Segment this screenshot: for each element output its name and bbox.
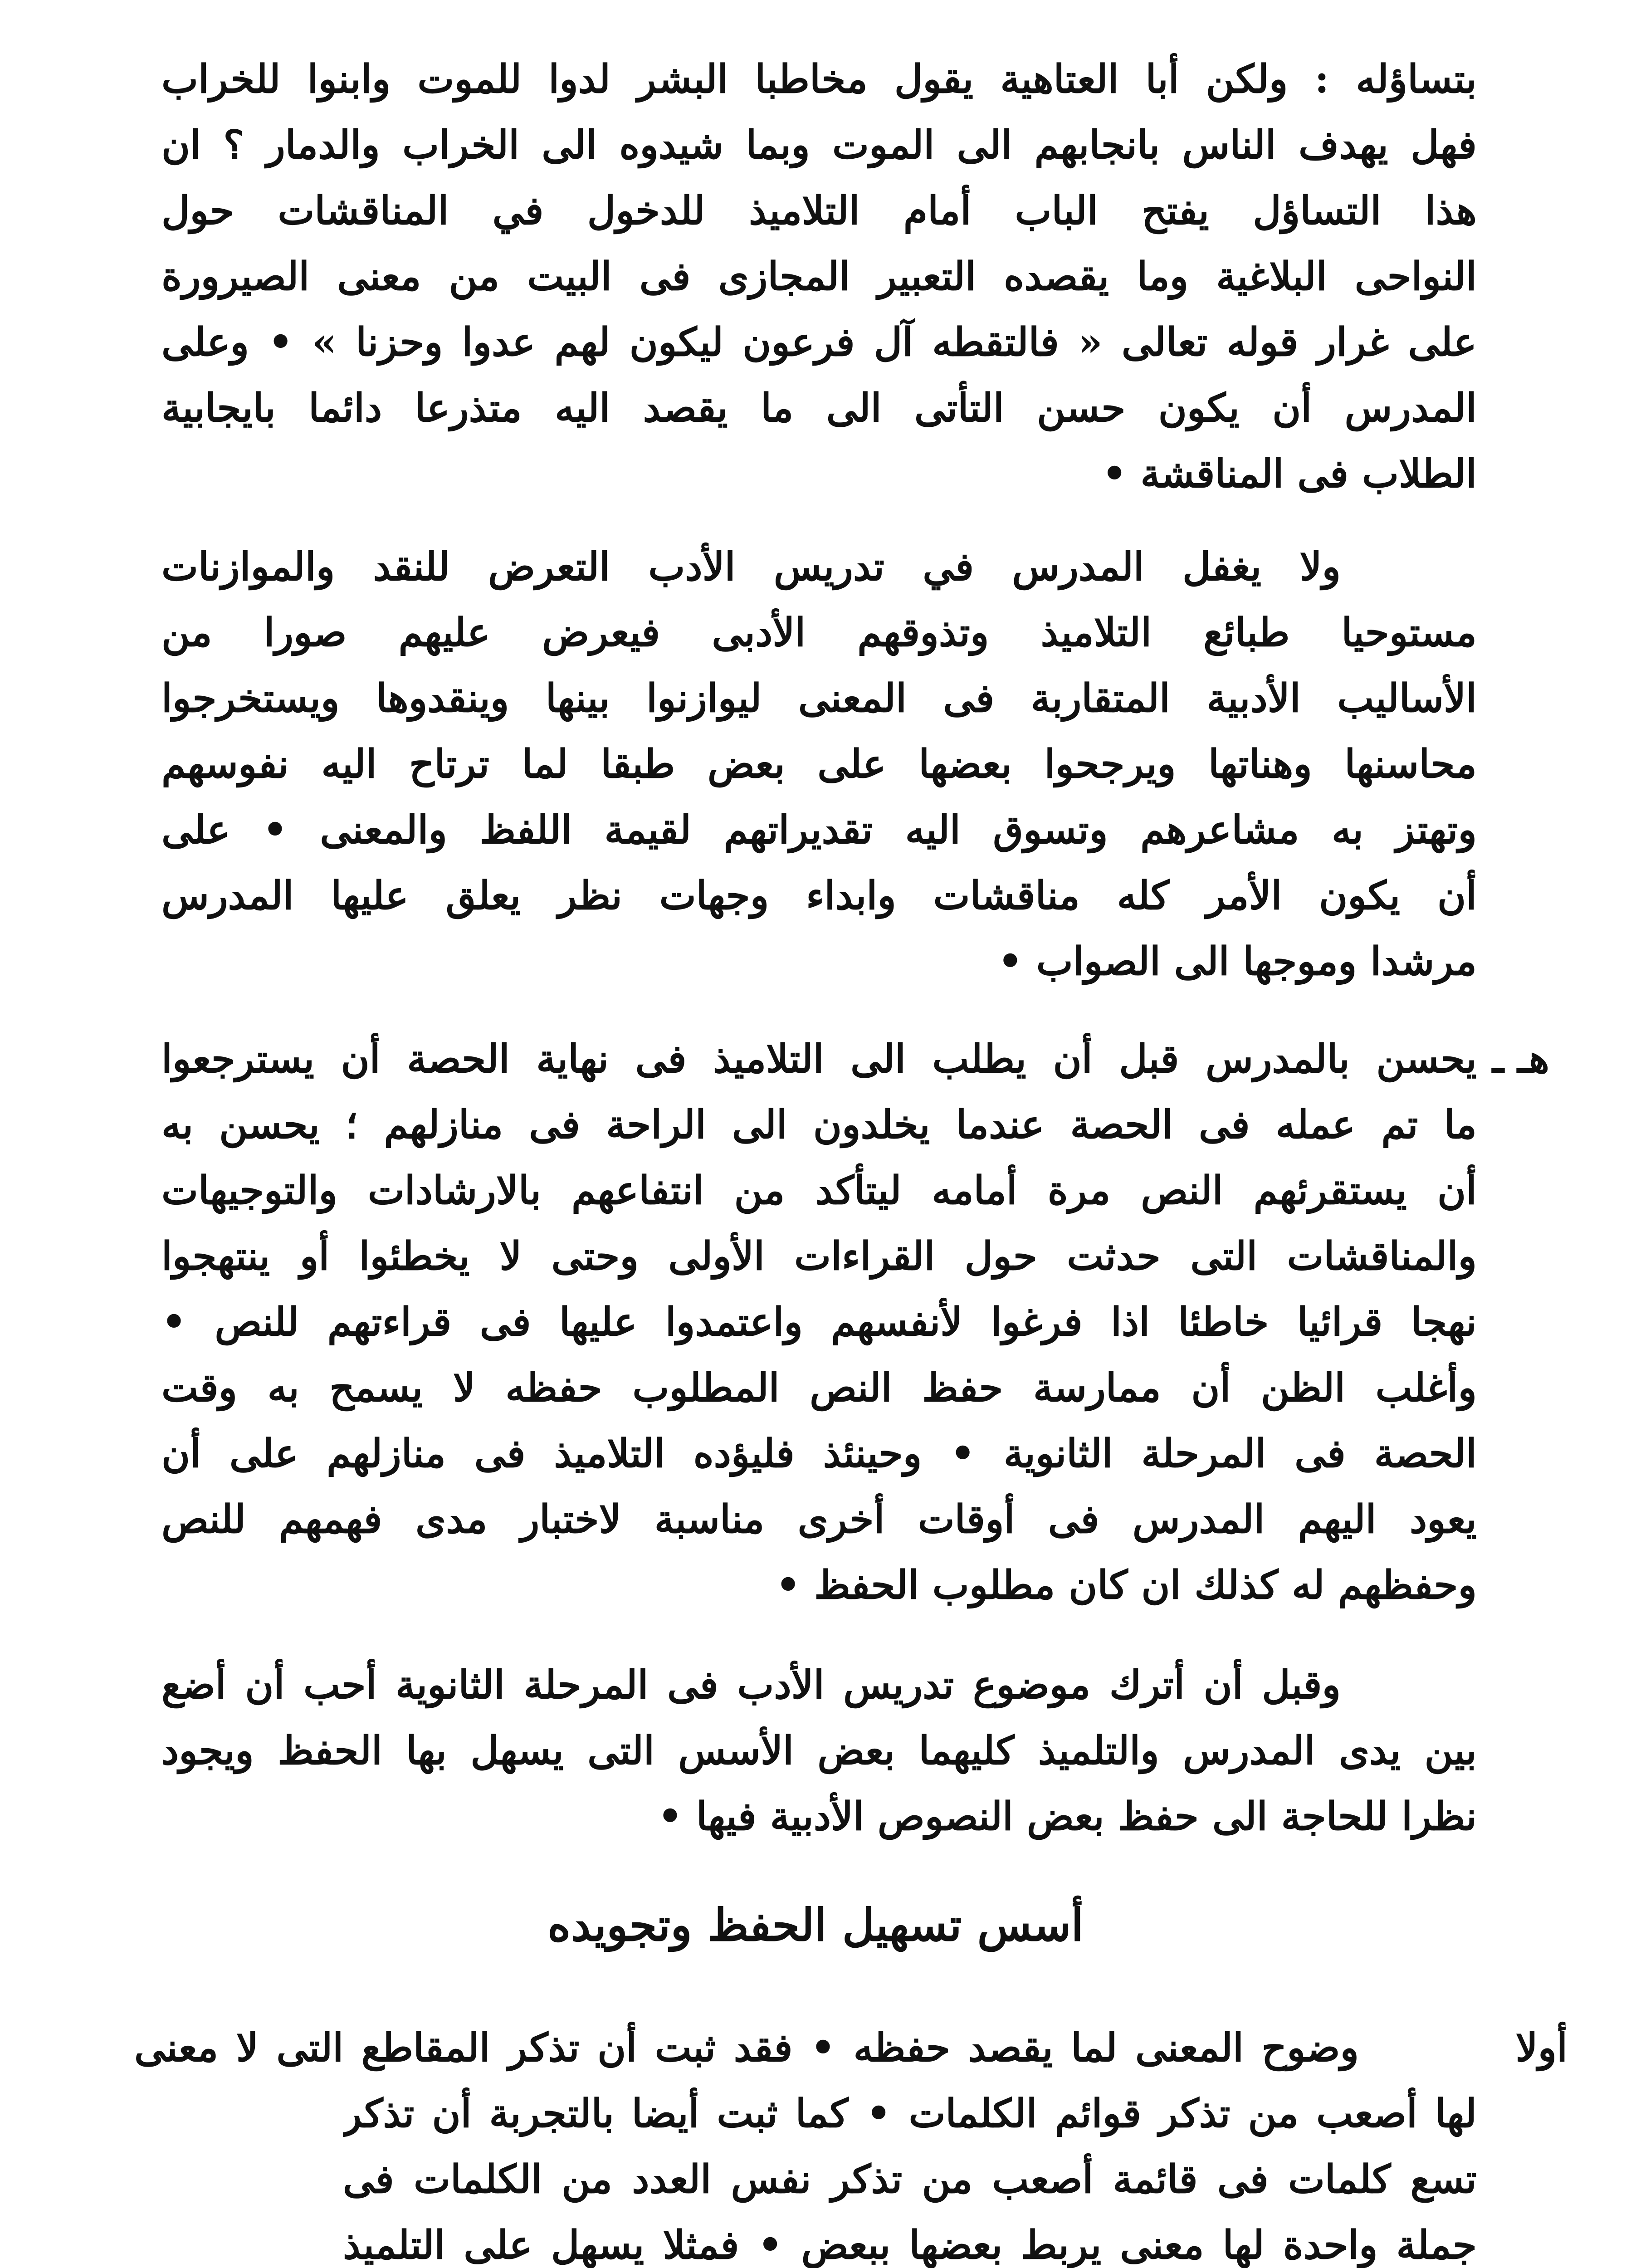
text-line: أن يستقرئهم النص مرة أمامه ليتأكد من انتفاعهم بالارشادات والتوجيهات	[161, 1168, 1477, 1213]
text-line: وتهتز به مشاعرهم وتسوق اليه تقديراتهم لقيمة اللفظ والمعنى • على	[161, 807, 1477, 853]
text-line: على غرار قوله تعالى « فالتقطه آل فرعون ليكون لهم عدوا وحزنا » • وعلى	[161, 319, 1477, 365]
text-line: الأساليب الأدبية المتقاربة فى المعنى ليوازنوا بينها وينقدوها ويستخرجوا	[161, 675, 1477, 721]
text-line: النواحى البلاغية وما يقصده التعبير المجازى فى البيت من معنى الصيرورة	[161, 254, 1477, 299]
text-line: تسع كلمات فى قائمة أصعب من تذكر نفس العدد من الكلمات فى	[343, 2156, 1477, 2202]
text-line: الحصة فى المرحلة الثانوية • وحينئذ فليؤده التلاميذ فى منازلهم على أن	[161, 1431, 1477, 1476]
text-line: محاسنها وهناتها ويرجحوا بعضها على بعض طبقا لما ترتاح اليه نفوسهم	[161, 741, 1477, 787]
text-line: وقبل أن أترك موضوع تدريس الأدب فى المرحلة الثانوية أحب أن أضع	[161, 1662, 1341, 1708]
text-line: هذا التساؤل يفتح الباب أمام التلاميذ للدخول في المناقشات حول	[161, 188, 1477, 234]
text-line: أن يكون الأمر كله مناقشات وابداء وجهات نظر يعلق عليها المدرس	[161, 873, 1477, 919]
text-line: نظرا للحاجة الى حفظ بعض النصوص الأدبية فيها •	[658, 1794, 1477, 1839]
text-line: بين يدى المدرس والتلميذ كليهما بعض الأسس التى يسهل بها الحفظ ويجود	[161, 1728, 1477, 1774]
text-line: لها أصعب من تذكر قوائم الكلمات • كما ثبت أيضا بالتجربة أن تذكر	[343, 2091, 1477, 2136]
text-line: يعود اليهم المدرس فى أوقات أخرى مناسبة لاختبار مدى فهمهم للنص	[161, 1496, 1477, 1542]
item-marker: هـ ـ	[1492, 1036, 1549, 1082]
text-line: فهل يهدف الناس بانجابهم الى الموت وبما شيدوه الى الخراب والدمار ؟ ان	[161, 122, 1477, 168]
text-line: ما تم عمله فى الحصة عندما يخلدون الى الراحة فى منازلهم ؛ يحسن به	[161, 1102, 1477, 1148]
item-marker: أولا	[1515, 2025, 1568, 2071]
text-line: وضوح المعنى لما يقصد حفظه • فقد ثبت أن تذكر المقاطع التى لا معنى	[134, 2025, 1359, 2071]
text-line: المدرس أن يكون حسن التأتى الى ما يقصد اليه متذرعا دائما بايجابية	[161, 385, 1477, 431]
text-line: مستوحيا طبائع التلاميذ وتذوقهم الأدبى فيعرض عليهم صورا من	[161, 610, 1477, 655]
text-line: ولا يغفل المدرس في تدريس الأدب التعرض للنقد والموازنات	[161, 544, 1341, 590]
text-line: الطلاب فى المناقشة •	[1102, 451, 1477, 497]
text-line: وحفظهم له كذلك ان كان مطلوب الحفظ •	[776, 1562, 1477, 1608]
text-line: بتساؤله : ولكن أبا العتاهية يقول مخاطبا البشر لدوا للموت وابنوا للخراب	[161, 56, 1477, 102]
section-heading: أسس تسهيل الحفظ وتجويده	[547, 1899, 1084, 1951]
text-line: والمناقشات التى حدثت حول القراءات الأولى وحتى لا يخطئوا أو ينتهجوا	[161, 1233, 1477, 1279]
text-line: جملة واحدة لها معنى يربط بعضها ببعض • فمثلا يسهل على التلميذ	[343, 2222, 1477, 2268]
text-line: مرشدا وموجها الى الصواب •	[997, 938, 1477, 984]
text-line: نهجا قرائيا خاطئا اذا فرغوا لأنفسهم واعتمدوا عليها فى قراءتهم للنص •	[161, 1299, 1477, 1345]
text-line: يحسن بالمدرس قبل أن يطلب الى التلاميذ فى نهاية الحصة أن يسترجعوا	[161, 1036, 1477, 1082]
text-line: وأغلب الظن أن ممارسة حفظ النص المطلوب حفظه لا يسمح به وقت	[161, 1365, 1477, 1411]
